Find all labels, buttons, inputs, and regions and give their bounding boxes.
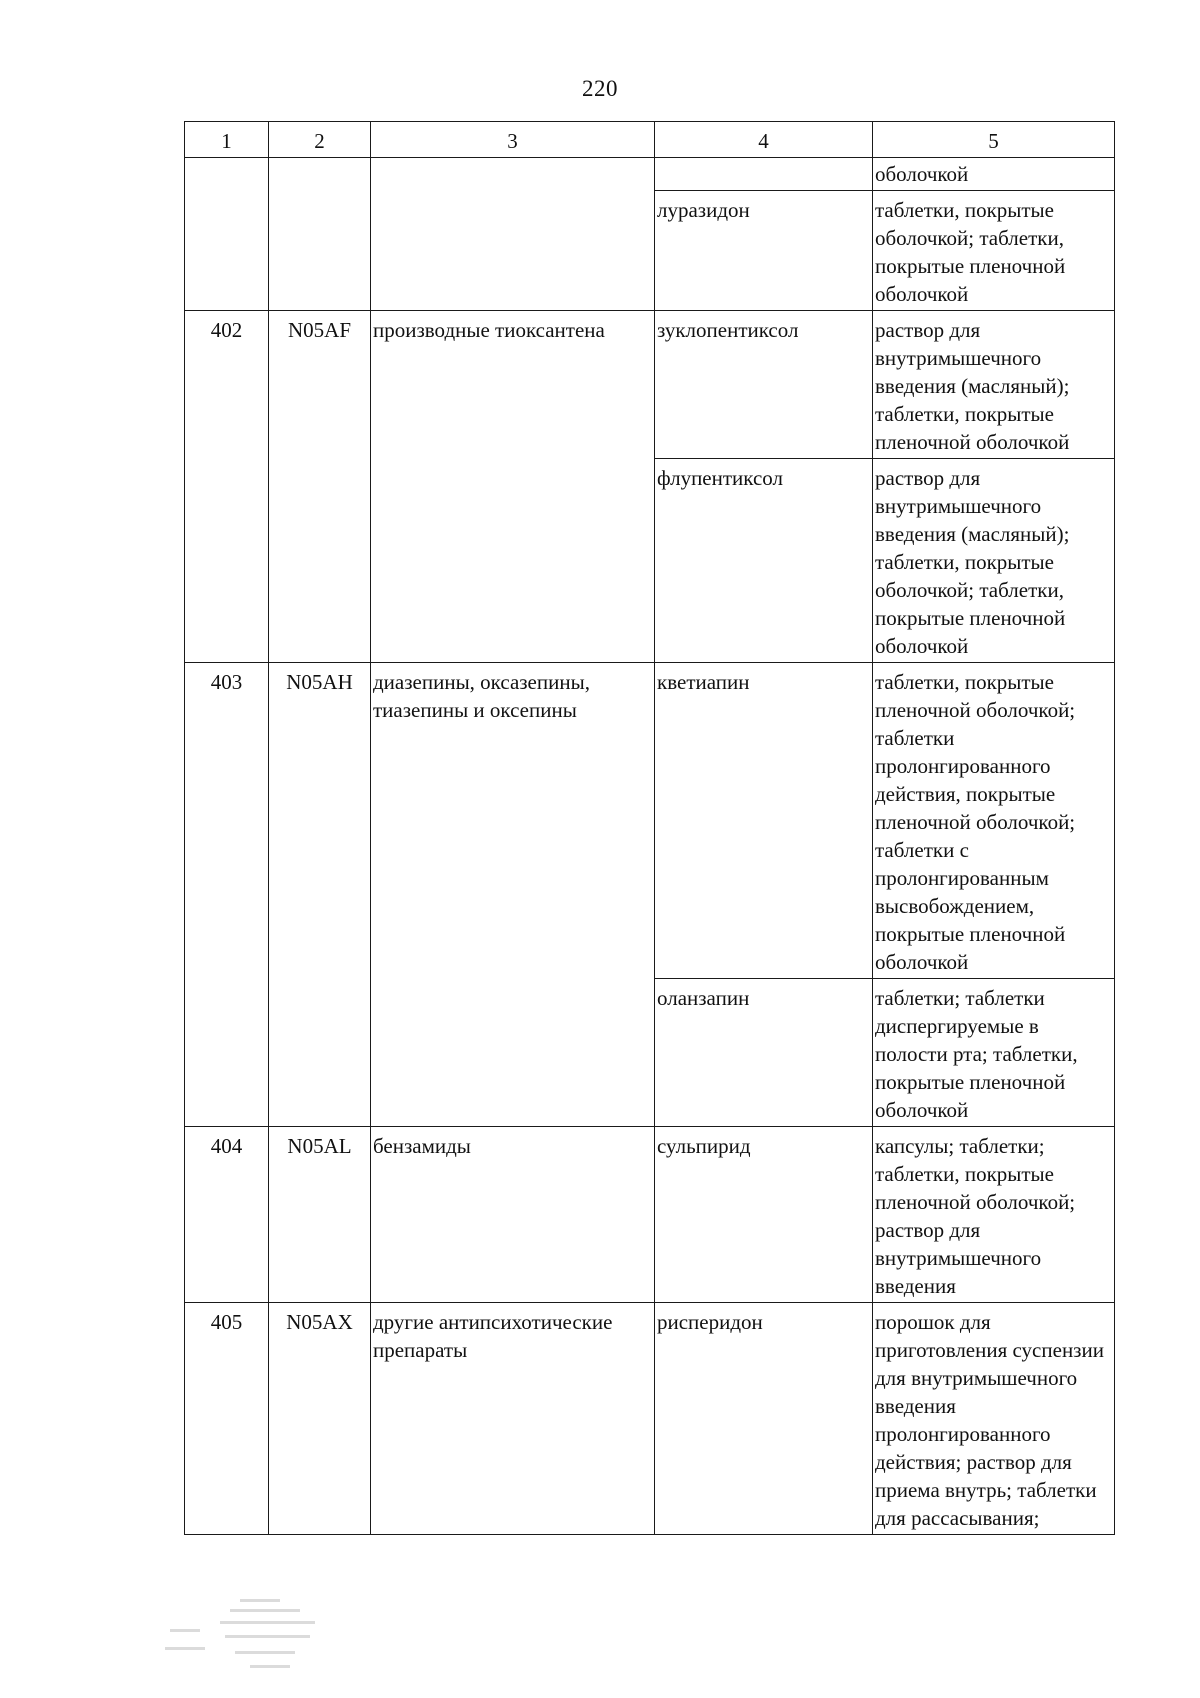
dosage-form-cell: таблетки, покрытые пленочной оболочкой; таблетки пролонгированного действия, покрытые пленочной оболочкой; таблетки с пролонгированным высвобождением, покрытые пленочной оболочкой xyxy=(873,663,1115,979)
group-name-cell: бензамиды xyxy=(371,1127,655,1303)
atc-code-cell: N05AL xyxy=(269,1127,371,1303)
page-number: 220 xyxy=(582,76,618,101)
atc-code-cell: N05AF xyxy=(269,311,371,663)
number-cell-empty xyxy=(185,158,269,311)
atc-code-cell: N05AH xyxy=(269,663,371,1127)
inn-cell: оланзапин xyxy=(655,979,873,1127)
inn-cell: флупентиксол xyxy=(655,459,873,663)
dosage-form-cell: раствор для внутримышечного введения (масляный); таблетки, покрытые пленочной оболочкой xyxy=(873,311,1115,459)
number-cell: 402 xyxy=(185,311,269,663)
dosage-form-cell: таблетки; таблетки диспергируемые в полости рта; таблетки, покрытые пленочной оболочкой xyxy=(873,979,1115,1127)
inn-cell: сульпирид xyxy=(655,1127,873,1303)
group-cell-empty xyxy=(371,158,655,311)
column-header-4: 4 xyxy=(655,122,873,158)
column-header-3: 3 xyxy=(371,122,655,158)
inn-cell-empty xyxy=(655,158,873,191)
table-row xyxy=(185,158,1115,191)
inn-cell: луразидон xyxy=(655,191,873,311)
dosage-form-cell: таблетки, покрытые оболочкой; таблетки, покрытые пленочной оболочкой xyxy=(873,191,1115,311)
dosage-form-cell: порошок для приготовления суспензии для внутримышечного введения пролонгированного действия; раствор для приема внутрь; таблетки для рассасывания; xyxy=(873,1303,1115,1535)
dosage-form-cell: раствор для внутримышечного введения (масляный); таблетки, покрытые оболочкой; таблетки, покрытые пленочной оболочкой xyxy=(873,459,1115,663)
inn-cell: кветиапин xyxy=(655,663,873,979)
number-cell: 404 xyxy=(185,1127,269,1303)
code-cell-empty xyxy=(269,158,371,311)
inn-cell: зуклопентиксол xyxy=(655,311,873,459)
drug-list-table xyxy=(184,121,1115,1535)
table-header-row xyxy=(185,122,1115,158)
column-header-1: 1 xyxy=(185,122,269,158)
group-name-cell: другие антипсихотические препараты xyxy=(371,1303,655,1535)
atc-code-cell: N05AX xyxy=(269,1303,371,1535)
column-header-2: 2 xyxy=(269,122,371,158)
column-header-5: 5 xyxy=(873,122,1115,158)
number-cell: 405 xyxy=(185,1303,269,1535)
table-row xyxy=(185,1127,1115,1303)
table-row xyxy=(185,1303,1115,1535)
group-name-cell: производные тиоксантена xyxy=(371,311,655,663)
dosage-form-cell: оболочкой xyxy=(873,158,1115,191)
number-cell: 403 xyxy=(185,663,269,1127)
group-name-cell: диазепины, оксазепины, тиазепины и оксепины xyxy=(371,663,655,1127)
faint-stamp-mark xyxy=(160,1595,360,1685)
table-row xyxy=(185,663,1115,979)
inn-cell: рисперидон xyxy=(655,1303,873,1535)
table-row xyxy=(185,311,1115,459)
dosage-form-cell: капсулы; таблетки; таблетки, покрытые пленочной оболочкой; раствор для внутримышечного введения xyxy=(873,1127,1115,1303)
